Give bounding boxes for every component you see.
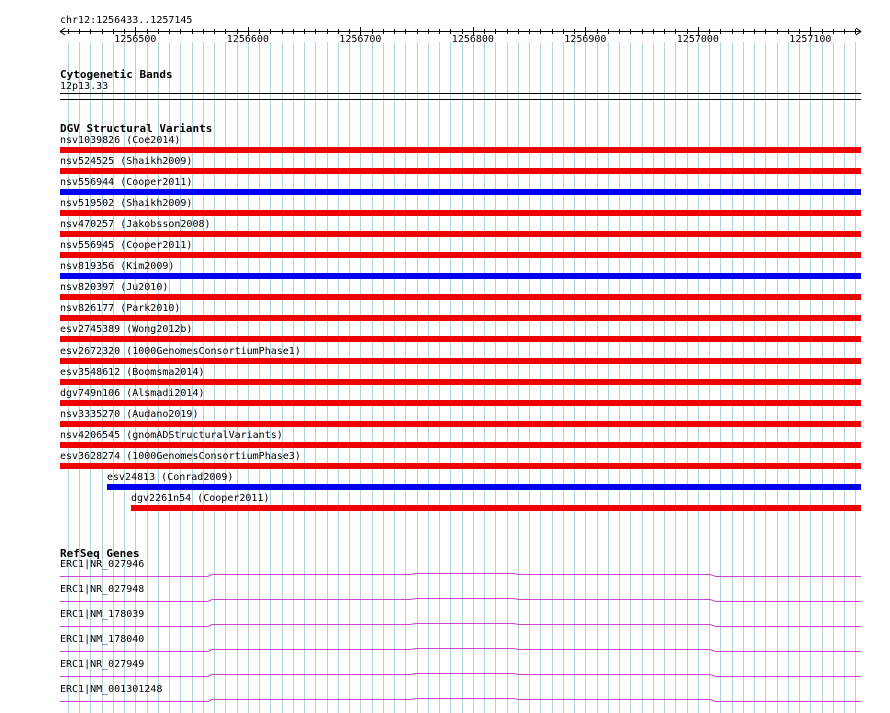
ruler-tick-label: 1256700 (339, 34, 382, 45)
ruler-tick-label: 1256800 (451, 34, 494, 45)
dgv-variant-bar[interactable] (60, 252, 861, 258)
dgv-variant-label[interactable]: nsv3335270 (Audano2019) (60, 408, 199, 420)
dgv-variant-label[interactable]: nsv556945 (Cooper2011) (60, 240, 193, 252)
dgv-variant-label[interactable]: nsv556944 (Cooper2011) (60, 177, 193, 189)
dgv-variant-bar[interactable] (60, 421, 861, 427)
dgv-variant-bar[interactable] (107, 484, 861, 490)
refseq-gene-label[interactable]: ERC1|NR_027946 (60, 559, 145, 570)
ruler-tick-label: 1256900 (564, 34, 607, 45)
dgv-variant-bar[interactable] (60, 210, 861, 216)
dgv-variant-bar[interactable] (60, 189, 861, 195)
dgv-variant-bar[interactable] (60, 400, 861, 406)
dgv-variant-bar[interactable] (60, 463, 861, 469)
dgv-variant-label[interactable]: esv3628274 (1000GenomesConsortiumPhase3) (60, 450, 301, 462)
dgv-variant-bar[interactable] (60, 273, 861, 279)
dgv-variant-label[interactable]: nsv1039826 (Coe2014) (60, 135, 181, 146)
refseq-gene-label[interactable]: ERC1|NM_178039 (60, 609, 145, 620)
dgv-variant-label[interactable]: esv24813 (Conrad2009) (107, 471, 234, 483)
dgv-variant-bar[interactable] (60, 442, 861, 448)
refseq-track-title: RefSeq Genes (60, 547, 140, 560)
cytoband-line-bottom (60, 99, 861, 100)
dgv-variant-bar[interactable] (131, 505, 861, 511)
cytoband-label[interactable]: 12p13.33 (60, 81, 109, 92)
dgv-variant-bar[interactable] (60, 315, 861, 321)
dgv-variant-bar[interactable] (60, 231, 861, 237)
dgv-variant-label[interactable]: nsv470257 (Jakobsson2008) (60, 219, 211, 231)
dgv-variant-bar[interactable] (60, 379, 861, 385)
dgv-variant-bar[interactable] (60, 336, 861, 342)
dgv-variant-bar[interactable] (60, 294, 861, 300)
location-label: chr12:1256433..1257145 (60, 15, 193, 26)
refseq-gene-label[interactable]: ERC1|NM_178040 (60, 634, 145, 645)
dgv-variant-label[interactable]: nsv519502 (Shaikh2009) (60, 198, 193, 210)
dgv-variant-label[interactable]: esv3548612 (Boomsma2014) (60, 366, 205, 378)
cytoband-track-title: Cytogenetic Bands (60, 68, 173, 81)
refseq-gene-label[interactable]: ERC1|NR_027949 (60, 659, 145, 670)
dgv-variant-bar[interactable] (60, 168, 861, 174)
dgv-variant-bar[interactable] (60, 147, 861, 153)
dgv-variant-label[interactable]: nsv819356 (Kim2009) (60, 261, 175, 273)
dgv-variant-label[interactable]: dgv749n106 (Alsmadi2014) (60, 387, 205, 399)
dgv-variant-label[interactable]: nsv4206545 (gnomADStructuralVariants) (60, 429, 283, 441)
cytoband-line-top (60, 93, 861, 94)
ruler-tick-label: 1256600 (226, 34, 269, 45)
ruler-tick-label: 1257000 (676, 34, 719, 45)
dgv-variant-label[interactable]: esv2672320 (1000GenomesConsortiumPhase1) (60, 345, 301, 357)
dgv-variant-bar[interactable] (60, 358, 861, 364)
dgv-variant-label[interactable]: nsv820397 (Ju2010) (60, 282, 169, 294)
refseq-gene-label[interactable]: ERC1|NR_027948 (60, 584, 145, 595)
dgv-track-title: DGV Structural Variants (60, 122, 213, 135)
dgv-variant-label[interactable]: nsv826177 (Park2010) (60, 303, 181, 315)
ruler-tick-label: 1257100 (789, 34, 832, 45)
dgv-variant-label[interactable]: dgv2261n54 (Cooper2011) (131, 492, 270, 504)
dgv-variant-label[interactable]: nsv524525 (Shaikh2009) (60, 156, 193, 168)
dgv-variant-label[interactable]: esv2745389 (Wong2012b) (60, 324, 193, 336)
ruler-tick-label: 1256500 (114, 34, 157, 45)
refseq-gene-label[interactable]: ERC1|NM_001301248 (60, 684, 163, 695)
